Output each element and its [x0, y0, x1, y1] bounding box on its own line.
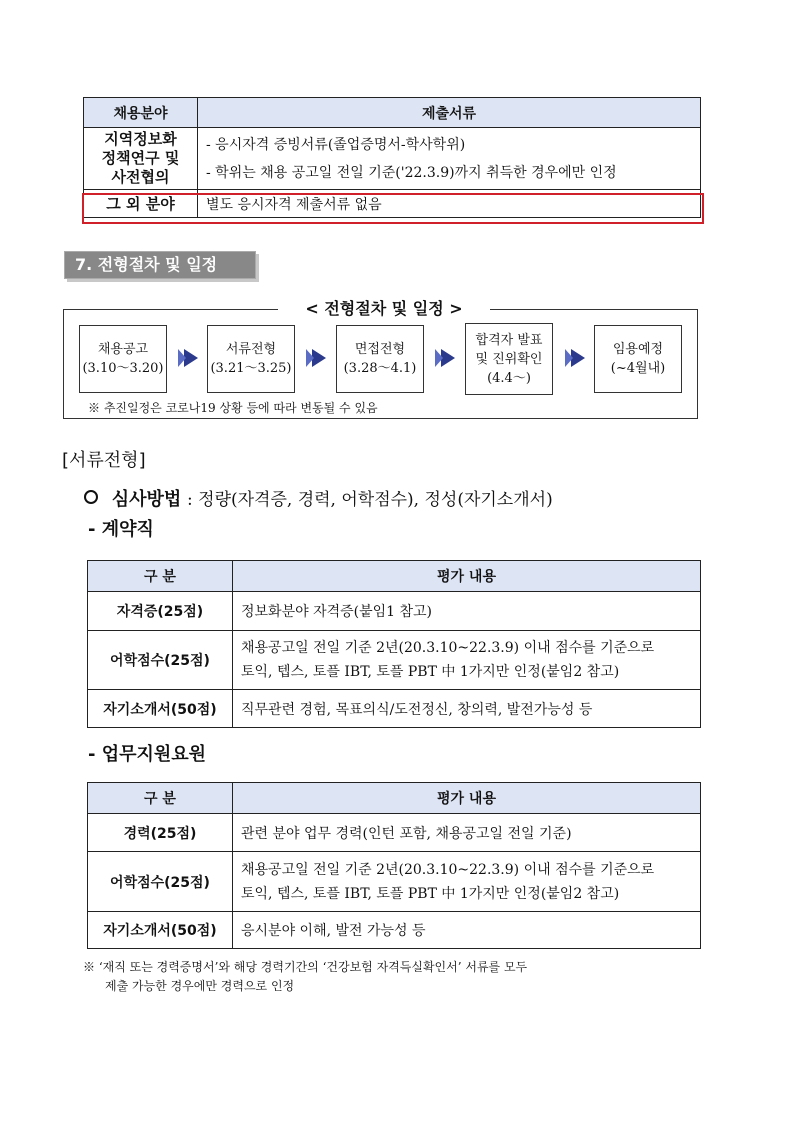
row-documents-other: 별도 응시자격 제출서류 없음	[198, 190, 701, 218]
row-content-language	[233, 852, 701, 912]
step-line: (~4월내)	[610, 361, 666, 376]
content-line: 토익, 텝스, 토플 IBT, 토플 PBT 中 1가지만 인정(붙임2 참고)	[241, 885, 620, 902]
bullet-icon	[84, 490, 98, 504]
doc-review-heading: [서류전형]	[62, 450, 146, 471]
header-evaluation: 평가 내용	[233, 561, 701, 592]
arrow-icon	[441, 349, 455, 367]
arrow-icon	[184, 349, 198, 367]
label-line: 지역정보화	[104, 130, 177, 148]
contract-subheading: - 계약직	[88, 519, 154, 540]
content-line: 토익, 텝스, 토플 IBT, 토플 PBT 中 1가지만 인정(붙임2 참고)	[241, 664, 620, 680]
row-label-cert: 자격증(25점)	[88, 592, 233, 631]
row-label-other: 그 외 분야	[84, 190, 198, 218]
doc-line: - 학위는 채용 공고일 전일 기준('22.3.9)까지 취득한 경우에만 인정	[206, 164, 617, 181]
step-line: (3.28～4.1)	[343, 361, 417, 376]
row-label-career: 경력(25점)	[88, 814, 233, 852]
highlight-box	[82, 193, 704, 224]
content-line: 채용공고일 전일 기준 2년(20.3.10~22.3.9) 이내 점수를 기준으로	[241, 861, 655, 878]
header-documents: 제출서류	[198, 98, 701, 128]
row-label-essay: 자기소개서(50점)	[88, 690, 233, 728]
row-label-language: 어학점수(25점)	[88, 631, 233, 690]
step-line: 서류전형	[225, 342, 277, 357]
doc-line: - 응시자격 증빙서류(졸업증명서-학사학위)	[206, 136, 466, 153]
row-label-regional	[84, 128, 198, 190]
step-line: 및 진위확인	[475, 351, 543, 367]
process-note: ※ 추진일정은 코로나19 상황 등에 따라 변동될 수 있음	[88, 401, 378, 415]
step-line: 채용공고	[97, 342, 149, 357]
row-content-career: 관련 분야 업무 경력(인턴 포함, 채용공고일 전일 기준)	[233, 814, 701, 852]
header-category: 구 분	[88, 783, 233, 814]
step-announcement-verify	[465, 323, 553, 395]
step-interview	[336, 325, 424, 393]
method-label: 심사방법	[111, 489, 182, 510]
step-announcement	[79, 325, 167, 393]
step-appointment	[594, 325, 682, 393]
label-line: 사전협의	[111, 168, 170, 186]
arrow-icon	[312, 349, 326, 367]
row-documents-regional	[198, 128, 701, 190]
row-content-language	[233, 631, 701, 690]
content-line: 채용공고일 전일 기준 2년(20.3.10~22.3.9) 이내 점수를 기준으로	[241, 640, 655, 656]
step-line: 합격자 발표	[475, 332, 543, 348]
section7-heading	[64, 251, 256, 279]
step-line: 면접전형	[354, 342, 406, 357]
row-content-cert: 정보화분야 자격증(붙임1 참고)	[233, 592, 701, 631]
process-title: < 전형절차 및 일정 >	[278, 296, 490, 319]
header-evaluation: 평가 내용	[233, 783, 701, 814]
label-line: 정책연구 및	[101, 149, 180, 167]
method-line	[84, 485, 553, 511]
support-subheading: - 업무지원요원	[88, 744, 207, 765]
step-line: (3.21～3.25)	[210, 361, 292, 376]
header-field: 채용분야	[84, 98, 198, 128]
step-line: 임용예정	[612, 342, 664, 357]
footnote	[83, 958, 703, 996]
footnote-line: ※ ‘재직 또는 경력증명서’와 해당 경력기간의 ‘건강보험 자격득실확인서’ 서류를 모두	[83, 960, 528, 974]
row-content-essay: 응시분야 이해, 발전 가능성 등	[233, 912, 701, 949]
arrow-icon	[571, 349, 585, 367]
row-content-essay: 직무관련 경험, 목표의식/도전정신, 창의력, 발전가능성 등	[233, 690, 701, 728]
contract-table	[87, 560, 701, 728]
header-category: 구 분	[88, 561, 233, 592]
step-line: (3.10～3.20)	[82, 361, 164, 376]
row-label-essay: 자기소개서(50점)	[88, 912, 233, 949]
step-line: (4.4～)	[487, 370, 531, 386]
section7-title: 7. 전형절차 및 일정	[75, 255, 218, 274]
support-table	[87, 782, 701, 949]
step-document-review	[207, 325, 295, 393]
row-label-language: 어학점수(25점)	[88, 852, 233, 912]
method-text: : 정량(자격증, 경력, 어학점수), 정성(자기소개서)	[187, 490, 553, 510]
footnote-line: 제출 가능한 경우에만 경력으로 인정	[105, 979, 295, 993]
